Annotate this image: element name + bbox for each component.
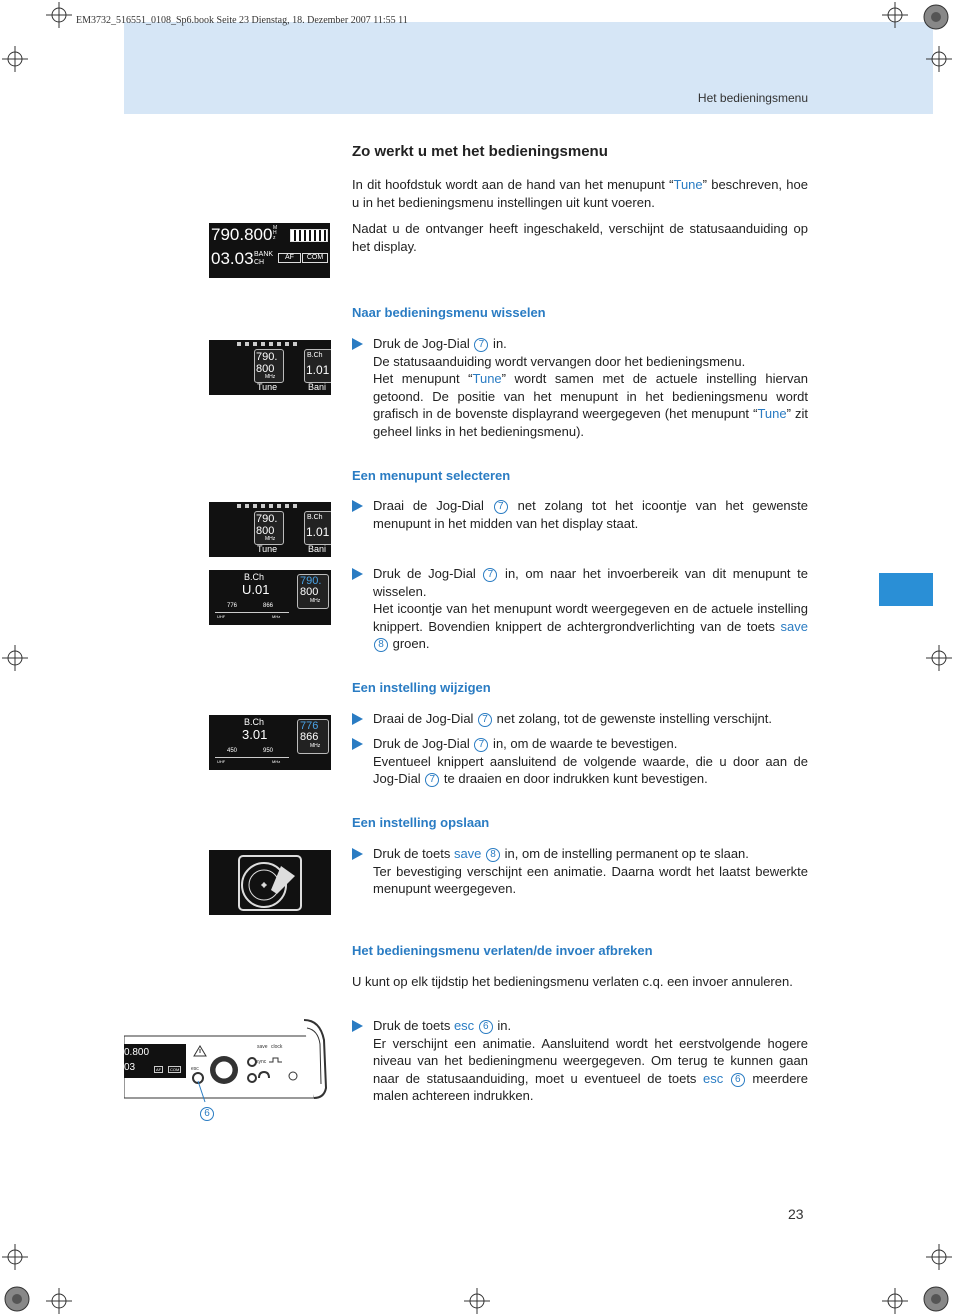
callout-line bbox=[194, 1080, 214, 1106]
registration-mark-icon bbox=[926, 1244, 952, 1270]
heading-menupunt-selecteren: Een menupunt selecteren bbox=[352, 468, 511, 483]
callout-8: 8 bbox=[486, 848, 500, 862]
registration-mark-icon bbox=[46, 2, 72, 28]
step-arrow-icon bbox=[352, 1020, 363, 1032]
save-button-label: save bbox=[257, 1044, 268, 1050]
callout-7: 7 bbox=[474, 738, 488, 752]
menu-display-select: 790. 800 MHz B.Ch 1.01 Tune Bani bbox=[209, 502, 331, 557]
save-animation-display bbox=[209, 850, 331, 915]
color-bar-icon bbox=[4, 1286, 30, 1312]
esc-key-label: esc bbox=[703, 1070, 724, 1086]
receiver-front-panel: 0.800 03 AF COM esc save sync clock 6 bbox=[124, 1018, 329, 1124]
cancel-paragraph: U kunt op elk tijdstip het bedieningsmenu verlaten c.q. een invoer annuleren. bbox=[352, 974, 793, 989]
registration-mark-icon bbox=[2, 1244, 28, 1270]
header-band bbox=[124, 22, 933, 114]
af-label: AF bbox=[278, 253, 301, 263]
com-label: COM bbox=[302, 253, 328, 263]
sync-button-label: sync bbox=[256, 1059, 267, 1065]
callout-7: 7 bbox=[425, 773, 439, 787]
clock-label: clock bbox=[271, 1044, 283, 1050]
step-arrow-icon bbox=[352, 500, 363, 512]
disk-save-icon bbox=[237, 854, 303, 912]
edit-display-2: B.Ch 3.01 776 866 MHz 450 950 UHF MHz bbox=[209, 715, 331, 770]
registration-mark-icon bbox=[464, 1288, 490, 1314]
menu-position-bar bbox=[237, 342, 297, 346]
step-druk-jog-dial-invoer: Druk de Jog-Dial 7 in, om naar het invoerbereik van dit menupunt te wisselen. Het icoontje van het menupunt wordt weergegeven en de actuele instelling knippert. Bovendien knippert de achtergrondverlichting van de toets save 8 groen. bbox=[352, 565, 808, 653]
menu-position-bar bbox=[237, 504, 297, 508]
color-bar-icon bbox=[923, 4, 949, 30]
step-arrow-icon bbox=[352, 848, 363, 860]
registration-mark-icon bbox=[882, 2, 908, 28]
channel-readout: 03.03 bbox=[211, 249, 254, 268]
step-druk-save: Druk de toets save 8 in, om de instelling permanent op te slaan. Ter bevestiging verschijnt een animatie. Daarna wordt het laatst bewerkte menupunt weergegeven. bbox=[352, 845, 808, 898]
device-frequency: 0.800 bbox=[124, 1047, 150, 1058]
edit-display-1: B.Ch U.01 790. 800 MHz 776 866 UHF MHz bbox=[209, 570, 331, 625]
device-channel: 03 bbox=[124, 1062, 136, 1073]
step-druk-esc: Druk de toets esc 6 in. Er verschijnt een animatie. Aansluitend wordt het eerstvolgende hogere niveau van het bedieningmenu weergegeven. Om terug te kunnen gaan naar de statusaanduiding, moet u eventueel de toets esc 6 meerdere malen achtereen indrukken. bbox=[352, 1017, 808, 1105]
receiver-illustration bbox=[124, 1018, 329, 1100]
callout-7: 7 bbox=[474, 338, 488, 352]
bank-ch-label: BANK CH bbox=[254, 251, 274, 266]
esc-key-label: esc bbox=[453, 1018, 475, 1033]
menu-display-tune: 790. 800 MHz B.Ch 1.01 Tune Bani bbox=[209, 340, 331, 395]
page-number: 23 bbox=[788, 1206, 804, 1222]
registration-mark-icon bbox=[926, 46, 952, 72]
frequency-scale bbox=[215, 757, 289, 758]
heading-instelling-wijzigen: Een instelling wijzigen bbox=[352, 680, 491, 695]
callout-7: 7 bbox=[483, 568, 497, 582]
heading-menu-verlaten: Het bedieningsmenu verlaten/de invoer afbreken bbox=[352, 943, 653, 958]
callout-6: 6 bbox=[200, 1107, 214, 1121]
step-druk-jog-dial: Druk de Jog-Dial 7 in. De statusaanduiding wordt vervangen door het bedieningsmenu. Het menupunt “Tune” wordt samen met de actuele instelling hiervan getoond. De positie van het menupunt in het bedieningsmenu wordt grafisch in de bovenste displayrand weergegeven (het menupunt “Tune” zit geheel links in het bedieningsmenu). bbox=[352, 335, 808, 440]
callout-7: 7 bbox=[494, 500, 508, 514]
registration-mark-icon bbox=[882, 1288, 908, 1314]
callout-6: 6 bbox=[731, 1073, 745, 1087]
registration-mark-icon bbox=[46, 1288, 72, 1314]
registration-mark-icon bbox=[2, 46, 28, 72]
color-bar-icon bbox=[923, 1286, 949, 1312]
rf-level-bar bbox=[290, 229, 328, 242]
step-arrow-icon bbox=[352, 568, 363, 580]
book-info: EM3732_516551_0108_Sp6.book Seite 23 Dienstag, 18. Dezember 2007 11:55 11 bbox=[76, 15, 408, 26]
callout-7: 7 bbox=[478, 713, 492, 727]
save-key-label: save bbox=[453, 846, 482, 861]
esc-button-label: esc bbox=[191, 1066, 199, 1072]
callout-8: 8 bbox=[374, 638, 388, 652]
heading-instelling-opslaan: Een instelling opslaan bbox=[352, 815, 490, 830]
save-key-label: save bbox=[780, 618, 808, 634]
step-arrow-icon bbox=[352, 338, 363, 350]
frequency-scale bbox=[215, 612, 289, 613]
step-arrow-icon bbox=[352, 713, 363, 725]
running-head: Het bedieningsmenu bbox=[697, 91, 808, 105]
intro-paragraph: In dit hoofdstuk wordt aan de hand van het menupunt “Tune” beschreven, hoe u in het bedieningsmenu instellingen uit kunt voeren. bbox=[352, 177, 808, 210]
tune-link: Tune bbox=[673, 177, 703, 192]
tune-link: Tune bbox=[757, 406, 787, 421]
status-display bbox=[209, 223, 330, 278]
heading-naar-bedieningsmenu: Naar bedieningsmenu wisselen bbox=[352, 305, 546, 320]
step-draai-tot-instelling: Draai de Jog-Dial 7 net zolang, tot de gewenste instelling verschijnt. bbox=[352, 710, 808, 728]
tune-link: Tune bbox=[472, 371, 502, 386]
chapter-tab bbox=[879, 573, 933, 606]
callout-6: 6 bbox=[479, 1020, 493, 1034]
intro-paragraph-2: Nadat u de ontvanger heeft ingeschakeld, verschijnt de statusaanduiding op het display. bbox=[352, 221, 808, 254]
registration-mark-icon bbox=[926, 645, 952, 671]
registration-mark-icon bbox=[2, 645, 28, 671]
page-title: Zo werkt u met het bedieningsmenu bbox=[352, 143, 608, 160]
step-arrow-icon bbox=[352, 738, 363, 750]
step-draai-jog-dial: Draai de Jog-Dial 7 net zolang tot het icoontje van het gewenste menupunt in het midden van het display staat. bbox=[352, 497, 808, 532]
step-bevestigen: Druk de Jog-Dial 7 in, om de waarde te bevestigen. Eventueel knippert aansluitend de volgende waarde, die u door aan de Jog-Dial 7 te draaien en door indrukken kunt bevestigen. bbox=[352, 735, 808, 788]
mhz-unit: M H z bbox=[273, 225, 278, 241]
frequency-readout: 790.800 bbox=[211, 225, 273, 244]
